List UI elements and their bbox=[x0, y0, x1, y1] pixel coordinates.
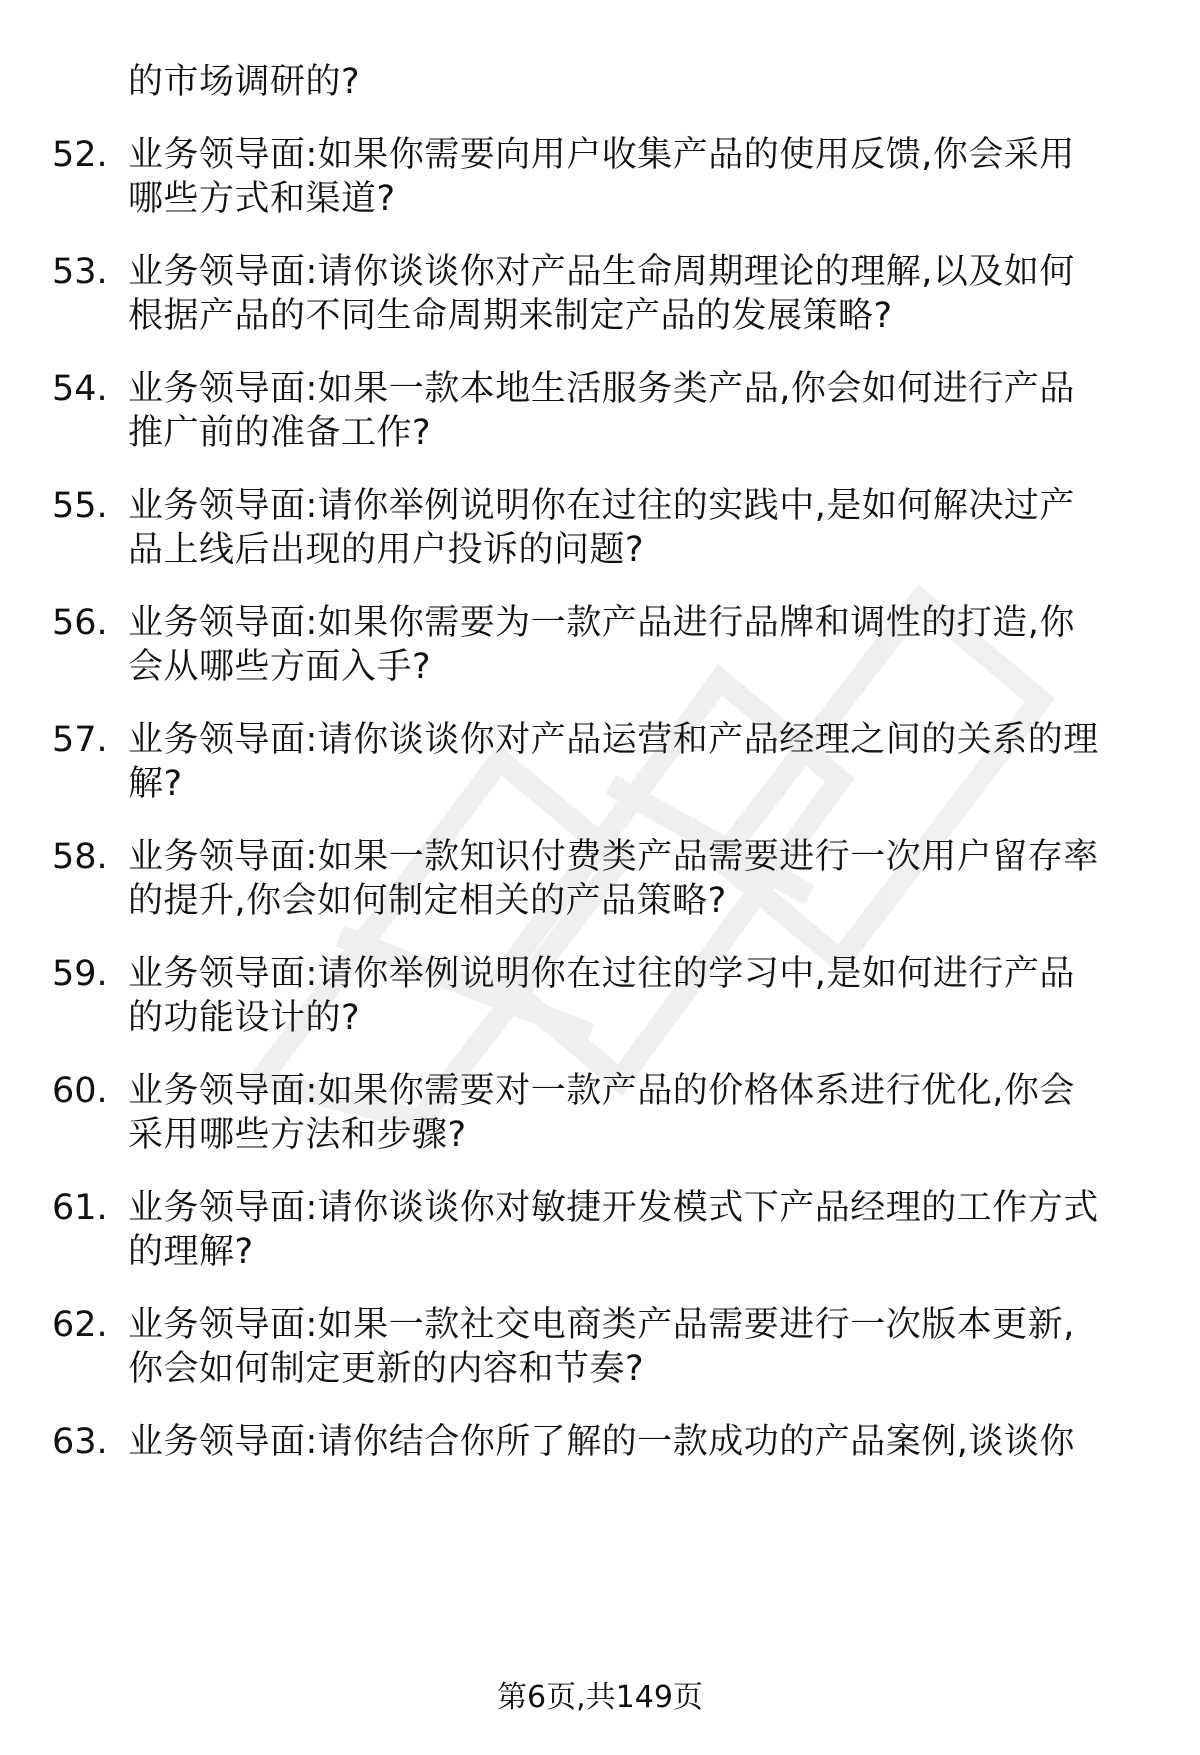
question-number: 52. bbox=[52, 135, 108, 175]
question-line: 你会如何制定更新的内容和节奏? bbox=[128, 1349, 645, 1389]
question-line: 业务领导面:如果一款本地生活服务类产品,你会如何进行产品 bbox=[128, 369, 1075, 409]
question-line: 业务领导面:请你谈谈你对产品生命周期理论的理解,以及如何 bbox=[128, 252, 1075, 292]
question-line: 的功能设计的? bbox=[128, 998, 361, 1038]
question-line: 业务领导面:如果你需要向用户收集产品的使用反馈,你会采用 bbox=[128, 135, 1075, 175]
question-line: 会从哪些方面入手? bbox=[128, 647, 432, 687]
question-number: 55. bbox=[52, 486, 108, 526]
question-line: 业务领导面:请你结合你所了解的一款成功的产品案例,谈谈你 bbox=[128, 1422, 1075, 1462]
question-number: 61. bbox=[52, 1188, 108, 1228]
question-line: 品上线后出现的用户投诉的问题? bbox=[128, 530, 645, 570]
question-number: 62. bbox=[52, 1305, 108, 1345]
question-number: 59. bbox=[52, 954, 108, 994]
question-line: 推广前的准备工作? bbox=[128, 413, 432, 453]
question-line: 业务领导面:请你举例说明你在过往的实践中,是如何解决过产 bbox=[128, 486, 1075, 526]
question-number: 56. bbox=[52, 603, 108, 643]
question-line: 业务领导面:请你谈谈你对产品运营和产品经理之间的关系的理 bbox=[128, 720, 1099, 760]
question-number: 63. bbox=[52, 1422, 108, 1462]
question-number: 57. bbox=[52, 720, 108, 760]
continuation-text: 的市场调研的? bbox=[128, 62, 361, 102]
question-line: 业务领导面:如果你需要对一款产品的价格体系进行优化,你会 bbox=[128, 1071, 1075, 1111]
question-line: 业务领导面:请你举例说明你在过往的学习中,是如何进行产品 bbox=[128, 954, 1075, 994]
question-line: 业务领导面:如果一款社交电商类产品需要进行一次版本更新, bbox=[128, 1305, 1075, 1345]
question-line: 根据产品的不同生命周期来制定产品的发展策略? bbox=[128, 296, 893, 336]
question-line: 业务领导面:请你谈谈你对敏捷开发模式下产品经理的工作方式 bbox=[128, 1188, 1099, 1228]
question-line: 解? bbox=[128, 764, 183, 804]
question-number: 53. bbox=[52, 252, 108, 292]
question-number: 60. bbox=[52, 1071, 108, 1111]
question-number: 54. bbox=[52, 369, 108, 409]
question-number: 58. bbox=[52, 837, 108, 877]
page-footer: 第6页,共149页 bbox=[497, 1680, 703, 1715]
question-line: 业务领导面:如果你需要为一款产品进行品牌和调性的打造,你 bbox=[128, 603, 1075, 643]
question-line: 业务领导面:如果一款知识付费类产品需要进行一次用户留存率 bbox=[128, 837, 1099, 877]
question-line: 采用哪些方法和步骤? bbox=[128, 1115, 467, 1155]
question-line: 的理解? bbox=[128, 1232, 254, 1272]
question-line: 哪些方式和渠道? bbox=[128, 179, 396, 219]
question-line: 的提升,你会如何制定相关的产品策略? bbox=[128, 881, 727, 921]
